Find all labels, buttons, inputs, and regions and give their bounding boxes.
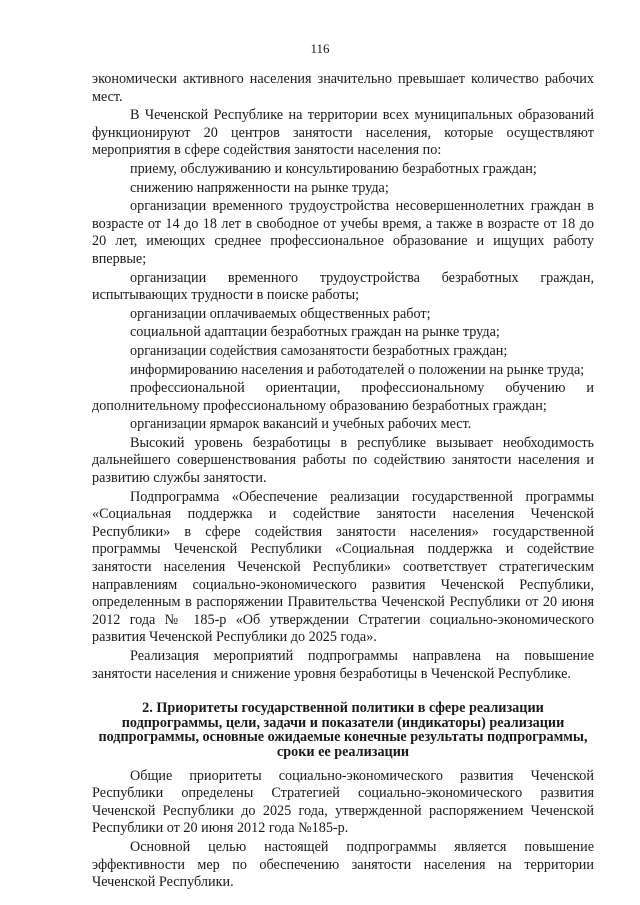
paragraph: информированию населения и работодателей о положении на рынке труда; [130,361,585,378]
paragraphs-after-heading [92,768,594,892]
paragraph: организации содействия самозанятости безработных граждан; [130,342,508,359]
paragraph: организации временного трудоустройства несовершеннолетних граждан в возрасте от 14 до 18 лет в свободное от учебы время, а также в возрасте от 18 до 20 лет, имеющих среднее профессиональное образование и ищущих работу впервые; [92,198,594,267]
paragraph: Высокий уровень безработицы в республике вызывает необходимость дальнейшего совершенствования работы по содействию занятости населения и развитию службы занятости. [92,434,594,487]
paragraph: снижению напряженности на рынке труда; [130,179,389,196]
paragraph: Подпрограмма «Обеспечение реализации государственной программы «Социальная поддержка и содействие занятости населения Чеченской Республики» в сфере содействия занятости населения» государственной программы Чеченской Республики «Социальная поддержка и содействие занятости населения Чеченской Республики» соответствует стратегическим направлениям социально-экономического развития Чеченской Республики, определенным в распоряжении Правительства Чеченской Республики от 20 июня 2012 года № 185-р «Об утверждении Стратегии социально-экономического развития Чеченской Республики до 2025 года». [92,488,594,646]
document-body [92,70,594,892]
paragraph: Общие приоритеты социально-экономического развития Чеченской Республики определены Стратегией социально-экономического развития Чеченской Республики до 2025 года, утвержденной распоряжением Чеченской Республики от 20 июня 2012 года №185-р. [92,767,594,837]
paragraph: В Чеченской Республике на территории всех муниципальных образований функционируют 20 центров занятости населения, которые осуществляют мероприятия в сфере содействия занятости населения по: [92,107,594,159]
paragraph: Основной целью настоящей подпрограммы является повышение эффективности мер по обеспечению занятости населения на территории Чеченской Республики. [92,838,594,891]
paragraphs-before-heading [92,71,594,683]
paragraph: экономически активного населения значительно превышает количество рабочих мест. [92,71,594,105]
paragraph: организации оплачиваемых общественных работ; [130,305,431,322]
paragraph: Реализация мероприятий подпрограммы направлена на повышение занятости населения и снижение уровня безработицы в Чеченской Республике. [92,648,594,682]
page-number: 116 [310,41,330,56]
paragraph: социальной адаптации безработных граждан на рынке труда; [130,324,500,341]
paragraph: организации ярмарок вакансий и учебных рабочих мест. [130,416,472,433]
paragraph: приему, обслуживанию и консультированию безработных граждан; [130,160,537,177]
section-heading: 2. Приоритеты государственной политики в сфере реализации подпрограммы, цели, задачи и показатели (индикаторы) реализации подпрограммы, основные ожидаемые конечные результаты подпрограммы, сроки ее реализации [98,700,588,760]
paragraph: профессиональной ориентации, профессиональному обучению и дополнительному профессиональному образованию безработных граждан; [92,380,594,414]
paragraph: организации временного трудоустройства безработных граждан, испытывающих трудности в поиске работы; [92,269,594,304]
